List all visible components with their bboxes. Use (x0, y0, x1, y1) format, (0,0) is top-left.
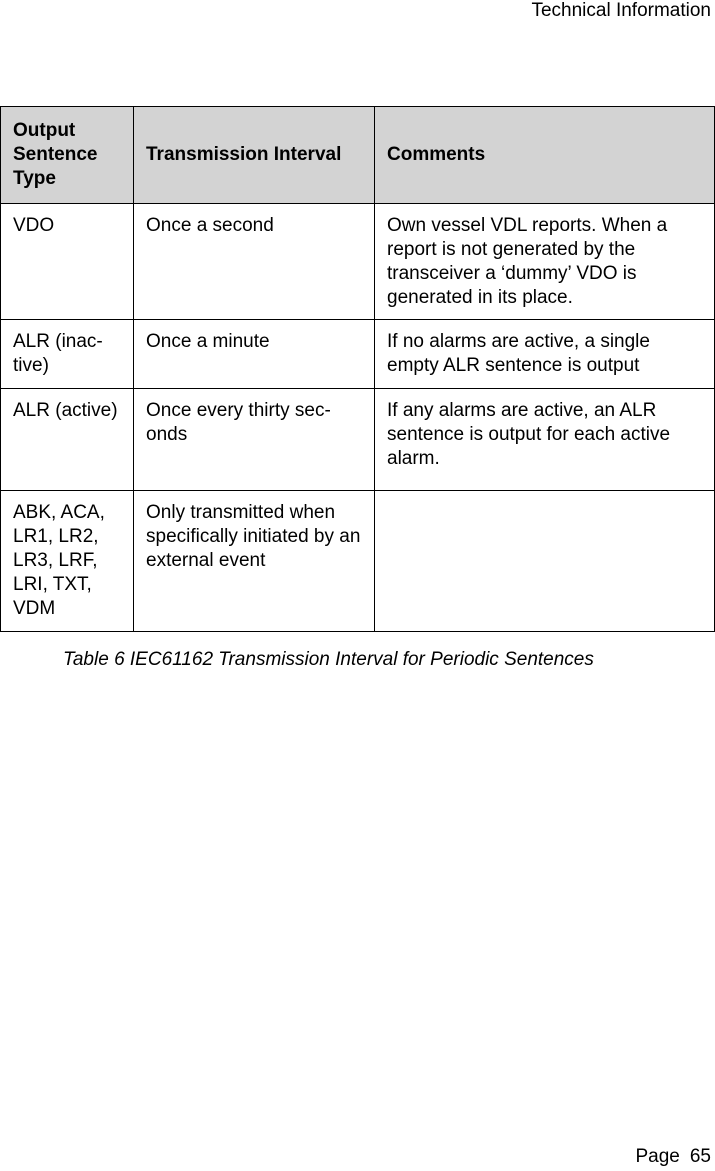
table-row (1, 320, 715, 389)
cell-sentence-type: VDO (1, 204, 134, 320)
cell-comments: If any alarms are active, an ALR sentence is output for each active alarm. (375, 389, 715, 491)
table-row (1, 491, 715, 632)
transmission-interval-table (0, 106, 715, 632)
table-header-row (1, 107, 715, 204)
column-header-comments: Comments (375, 107, 715, 204)
column-header-transmission-interval: Transmission Interval (134, 107, 375, 204)
cell-sentence-type: ABK, ACA, LR1, LR2, LR3, LRF, LRI, TXT, VDM (1, 491, 134, 632)
page-label: Page (635, 1146, 680, 1167)
cell-transmission-interval: Only transmitted when specifically initiated by an external event (134, 491, 375, 632)
cell-sentence-type: ALR (inac-tive) (1, 320, 134, 389)
cell-comments: Own vessel VDL reports. When a report is not generated by the transceiver a ‘dummy’ VDO is generated in its place. (375, 204, 715, 320)
cell-transmission-interval: Once every thirty sec-onds (134, 389, 375, 491)
table-row (1, 389, 715, 491)
running-header: Technical Information (531, 0, 711, 21)
cell-transmission-interval: Once a second (134, 204, 375, 320)
page-footer (635, 1145, 711, 1169)
cell-comments: If no alarms are active, a single empty ALR sentence is output (375, 320, 715, 389)
table-row (1, 204, 715, 320)
cell-transmission-interval: Once a minute (134, 320, 375, 389)
table-caption: Table 6 IEC61162 Transmission Interval for Periodic Sentences (63, 649, 594, 670)
cell-comments (375, 491, 715, 632)
cell-sentence-type: ALR (active) (1, 389, 134, 491)
page-number: 65 (689, 1146, 711, 1167)
column-header-output-sentence-type: Output Sentence Type (1, 107, 134, 204)
